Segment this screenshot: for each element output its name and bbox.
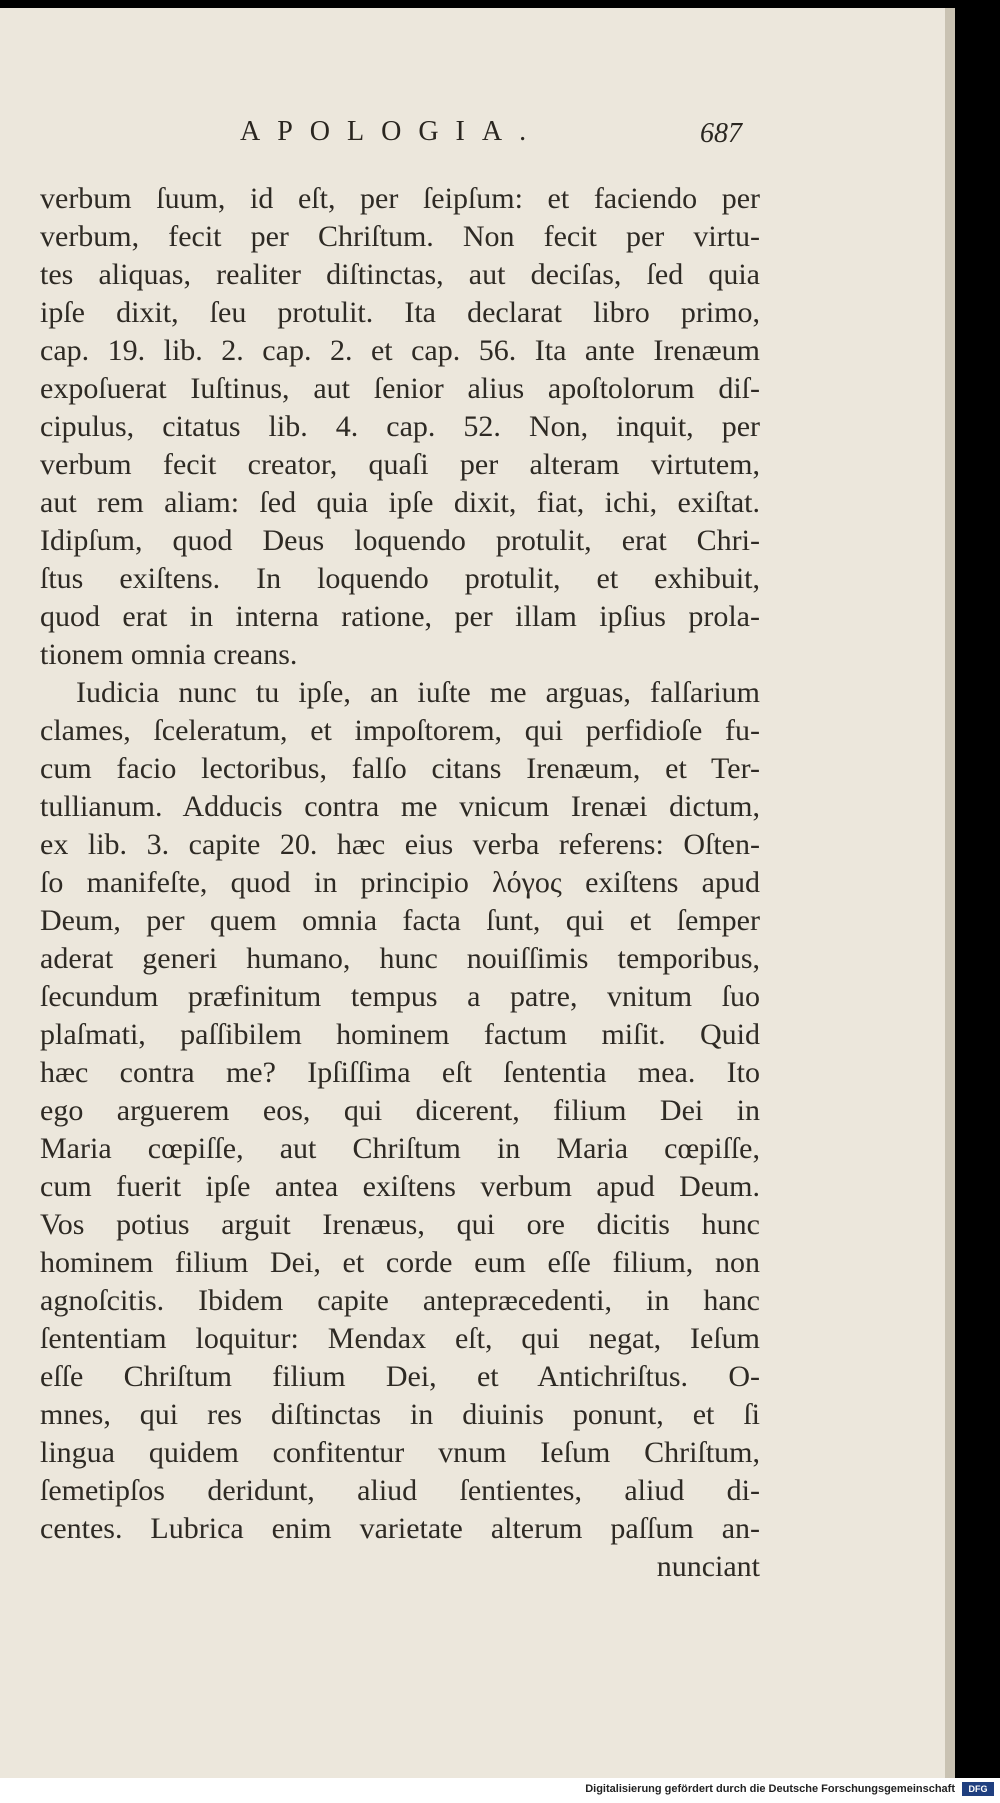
catchword: nunciant	[656, 1550, 760, 1583]
digitization-footer	[0, 1778, 1000, 1803]
text-line: aderat generi humano, hunc nouiſſimis temporibus,	[40, 942, 760, 975]
running-head: APOLOGIA.	[240, 116, 544, 147]
text-line: ſtus exiſtens. In loquendo protulit, et exhibuit,	[40, 562, 760, 595]
text-line: tes aliquas, realiter diſtinctas, aut deciſas, ſed quia	[40, 258, 760, 291]
text-line: verbum, fecit per Chriſtum. Non fecit per virtu-	[40, 220, 760, 253]
page-header	[0, 116, 945, 160]
text-line: lingua quidem confitentur vnum Ieſum Chriſtum,	[40, 1436, 760, 1469]
text-line: hæc contra me? Ipſiſſima eſt ſententia mea. Ito	[40, 1056, 760, 1089]
text-line: tullianum. Adducis contra me vnicum Irenæi dictum,	[40, 790, 760, 823]
text-line: ſententiam loquitur: Mendax eſt, qui negat, Ieſum	[40, 1322, 760, 1355]
body-text	[40, 180, 760, 1586]
text-line: mnes, qui res diſtinctas in diuinis ponunt, et ſi	[40, 1398, 760, 1431]
text-line: agnoſcitis. Ibidem capite antepræcedenti, in hanc	[40, 1284, 760, 1317]
text-line: tionem omnia creans.	[40, 638, 298, 671]
text-line: verbum ſuum, id eſt, per ſeipſum: et faciendo per	[40, 182, 760, 215]
text-line: eſſe Chriſtum filium Dei, et Antichriſtus. O-	[40, 1360, 760, 1393]
text-line: cum fuerit ipſe antea exiſtens verbum apud Deum.	[40, 1170, 760, 1203]
text-line: Idipſum, quod Deus loquendo protulit, erat Chri-	[40, 524, 760, 557]
text-line: verbum fecit creator, quaſi per alteram virtutem,	[40, 448, 760, 481]
text-line: plaſmati, paſſibilem hominem factum miſit. Quid	[40, 1018, 760, 1051]
text-line: Iudicia nunc tu ipſe, an iuſte me arguas, falſarium	[76, 676, 760, 709]
text-line: ipſe dixit, ſeu protulit. Ita declarat libro primo,	[40, 296, 760, 329]
text-line: centes. Lubrica enim varietate alterum paſſum an-	[40, 1512, 760, 1545]
text-line: cap. 19. lib. 2. cap. 2. et cap. 56. Ita ante Irenæum	[40, 334, 760, 367]
text-line: Vos potius arguit Irenæus, qui ore dicitis hunc	[40, 1208, 760, 1241]
text-line: cum facio lectoribus, falſo citans Irenæum, et Ter-	[40, 752, 760, 785]
page-number: 687	[700, 118, 742, 149]
book-page	[0, 8, 945, 1778]
text-line: quod erat in interna ratione, per illam ipſius prola-	[40, 600, 760, 633]
page-edge	[945, 8, 955, 1778]
text-line: ſecundum præfinitum tempus a patre, vnitum ſuo	[40, 980, 760, 1013]
text-line: ſo manifeſte, quod in principio λόγος exiſtens apud	[40, 866, 760, 899]
text-line: ſemetipſos deridunt, aliud ſentientes, aliud di-	[40, 1474, 760, 1507]
text-line: clames, ſceleratum, et impoſtorem, qui perfidioſe fu-	[40, 714, 760, 747]
funding-note: Digitalisierung gefördert durch die Deutsche Forschungsgemeinschaft	[585, 1783, 955, 1795]
text-line: Deum, per quem omnia facta ſunt, qui et ſemper	[40, 904, 760, 937]
text-line: Maria cœpiſſe, aut Chriſtum in Maria cœpiſſe,	[40, 1132, 760, 1165]
text-line: cipulus, citatus lib. 4. cap. 52. Non, inquit, per	[40, 410, 760, 443]
text-line: ego arguerem eos, qui dicerent, filium Dei in	[40, 1094, 760, 1127]
text-line: expoſuerat Iuſtinus, aut ſenior alius apoſtolorum diſ-	[40, 372, 760, 405]
text-line: hominem filium Dei, et corde eum eſſe filium, non	[40, 1246, 760, 1279]
text-line: aut rem aliam: ſed quia ipſe dixit, fiat, ichi, exiſtat.	[40, 486, 760, 519]
text-line: ex lib. 3. capite 20. hæc eius verba referens: Oſten-	[40, 828, 760, 861]
dfg-logo: DFG	[962, 1782, 994, 1796]
